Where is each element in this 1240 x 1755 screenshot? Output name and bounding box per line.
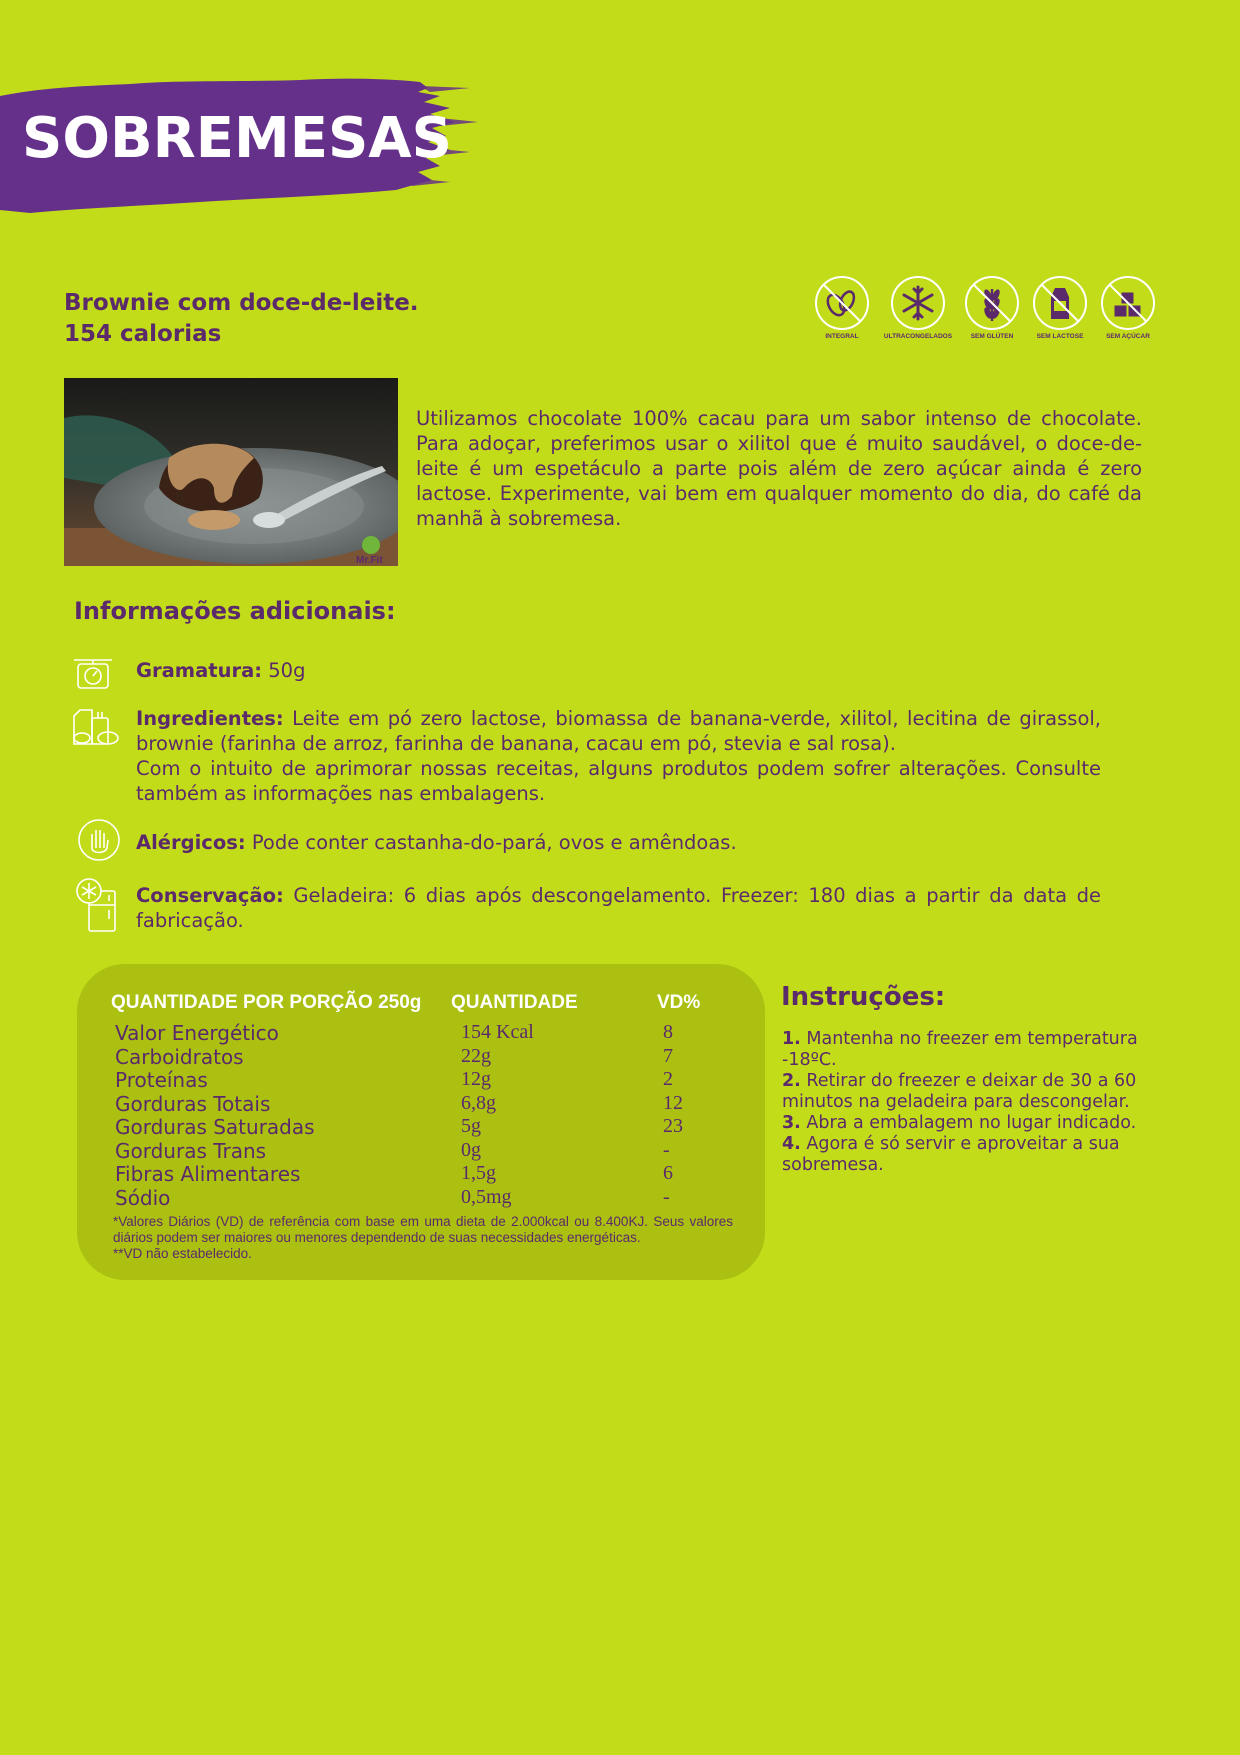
fridge-icon (75, 877, 121, 933)
wheat-crossed-icon (964, 275, 1020, 331)
nutrient-vd: 2 (663, 1068, 673, 1090)
nutrient-name: Fibras Alimentares (115, 1162, 301, 1186)
list-item (782, 1134, 1146, 1176)
nutrient-name: Gorduras Totais (115, 1091, 271, 1116)
info-label: Conservação: (136, 884, 284, 907)
list-item (782, 1113, 1146, 1134)
info-value: Pode conter castanha-do-pará, ovos e amêndoas. (251, 831, 737, 854)
step-number: 1. (782, 1029, 801, 1049)
table-row (77, 1162, 765, 1186)
instructions-list (782, 1029, 1146, 1176)
sugar-cubes-crossed-icon (1100, 275, 1156, 331)
instructions-heading: Instruções: (781, 982, 946, 1012)
scale-icon (72, 656, 114, 690)
nutrient-name: Carboidratos (115, 1044, 244, 1069)
nutrition-header-portion: QUANTIDADE POR PORÇÃO 250g (111, 992, 422, 1013)
list-item (782, 1071, 1146, 1113)
step-text: Agora é só servir e aproveitar a sua sobremesa. (782, 1134, 1120, 1175)
info-note: Com o intuito de aprimorar nossas receitas, alguns produtos podem sofrer alterações. Consulte também as informações nas embalagens. (136, 757, 1101, 805)
nutrient-vd: 23 (663, 1115, 683, 1137)
info-gramatura-text (136, 658, 1101, 683)
diet-badge-sem-gluten (956, 275, 1028, 340)
table-row (77, 1092, 765, 1116)
nutrient-name: Proteínas (115, 1068, 208, 1092)
step-number: 3. (782, 1113, 801, 1133)
step-text: Retirar do freezer e deixar de 30 a 60 minutos na geladeira para descongelar. (782, 1071, 1137, 1112)
nutrition-header-vd: VD% (657, 992, 701, 1013)
info-value: Leite em pó zero lactose, biomassa de banana-verde, xilitol, lecitina de girassol, brownie (farinha de arroz, farinha de banana, cacau em pó, stevia e sal rosa). (136, 707, 1101, 755)
nutrient-quantity: 0,5mg (461, 1185, 512, 1208)
diet-label: ULTRACONGELADOS (883, 333, 953, 340)
nutrient-name: Sódio (115, 1185, 171, 1210)
info-value: Geladeira: 6 dias após descongelamento. Freezer: 180 dias a partir da data de fabricação. (136, 884, 1102, 932)
ingredients-icon (68, 708, 122, 748)
diet-badge-ultracongelados (882, 275, 954, 340)
nutrient-vd: 7 (663, 1044, 673, 1067)
grain-icon (814, 275, 870, 331)
nutrient-quantity: 6,8g (461, 1091, 496, 1114)
photo-watermark: Mr.Fit (356, 555, 383, 566)
diet-badge-sem-lactose (1024, 275, 1096, 340)
nutrient-quantity: 0g (461, 1138, 481, 1161)
table-row (77, 1186, 765, 1210)
product-photo (64, 378, 398, 566)
info-label: Alérgicos: (136, 831, 246, 854)
diet-badge-integral (806, 275, 878, 340)
table-row (77, 1115, 765, 1139)
info-label: Ingredientes: (136, 707, 284, 730)
diet-badge-sem-acucar (1092, 275, 1164, 340)
product-name: Brownie com doce-de-leite. (64, 290, 419, 316)
list-item (782, 1029, 1146, 1071)
table-row (77, 1068, 765, 1092)
step-number: 2. (782, 1071, 801, 1091)
nutrition-footnote (113, 1214, 733, 1262)
diet-label: SEM LACTOSE (1036, 333, 1084, 340)
nutrition-header-quantity: QUANTIDADE (451, 992, 578, 1013)
table-row (77, 1021, 765, 1045)
nutrient-vd: - (663, 1185, 670, 1208)
nutrient-quantity: 5g (461, 1115, 481, 1137)
nutrient-name: Gorduras Trans (115, 1138, 267, 1163)
diet-label: SEM AÇÚCAR (1106, 333, 1150, 340)
step-number: 4. (782, 1134, 801, 1154)
diet-label: INTEGRAL (825, 333, 859, 340)
product-description: Utilizamos chocolate 100% cacau para um sabor intenso de chocolate. Para adoçar, preferimos usar o xilitol que é muito saudável, o doce-de-leite é um espetáculo a parte pois além de zero açúcar ainda é zero lactose. Experimente, vai bem em qualquer momento do dia, do café da manhã à sobremesa. (416, 407, 1142, 530)
footnote-not-established: **VD não estabelecido. (113, 1246, 252, 1261)
allergen-hand-icon (77, 818, 121, 862)
nutrient-vd: 6 (663, 1162, 673, 1184)
milk-carton-crossed-icon (1032, 275, 1088, 331)
nutrient-quantity: 1,5g (461, 1162, 496, 1184)
step-text: Mantenha no freezer em temperatura -18ºC. (782, 1029, 1138, 1070)
product-calories: 154 calorias (64, 321, 222, 347)
diet-icons (806, 275, 1166, 355)
nutrient-quantity: 12g (461, 1068, 491, 1090)
info-heading: Informações adicionais: (74, 597, 396, 625)
nutrition-table (77, 964, 765, 1280)
nutrient-name: Valor Energético (115, 1021, 279, 1045)
snowflake-icon (890, 275, 946, 331)
nutrient-vd: - (663, 1138, 670, 1161)
info-conservacao-text (136, 883, 1101, 933)
info-alergicos-text (136, 830, 1101, 855)
nutrient-quantity: 154 Kcal (461, 1021, 534, 1043)
product-heading (64, 288, 419, 350)
section-banner (0, 78, 480, 213)
diet-label: SEM GLÚTEN (970, 333, 1014, 340)
footnote-vd: *Valores Diários (VD) de referência com base em uma dieta de 2.000kcal ou 8.400KJ. Seus valores diários podem ser maiores ou menores dependendo de suas necessidades energéticas. (113, 1214, 733, 1245)
page-title: SOBREMESAS (22, 106, 452, 171)
info-value: 50g (268, 659, 306, 682)
nutrient-vd: 8 (663, 1021, 673, 1043)
table-row (77, 1045, 765, 1069)
nutrient-vd: 12 (663, 1091, 683, 1114)
info-label: Gramatura: (136, 659, 263, 682)
info-ingredientes-text (136, 706, 1101, 806)
table-row (77, 1139, 765, 1163)
step-text: Abra a embalagem no lugar indicado. (800, 1113, 1137, 1133)
nutrient-quantity: 22g (461, 1044, 491, 1067)
nutrient-name: Gorduras Saturadas (115, 1115, 315, 1139)
